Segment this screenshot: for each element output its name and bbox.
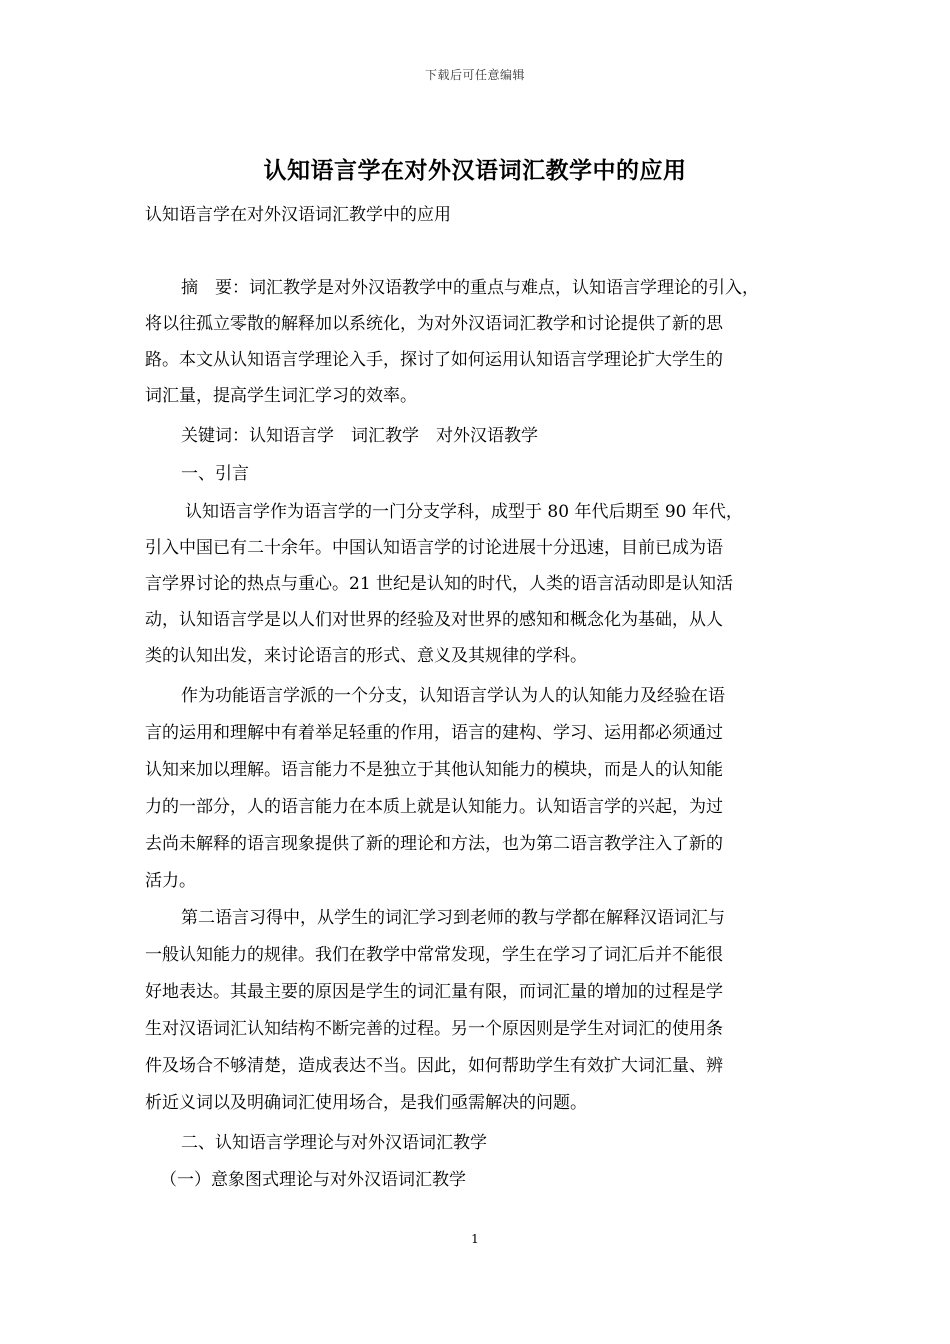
paragraph-line: 认知语言学作为语言学的一门分支学科，成型于 80 年代后期至 90 年代， [185, 502, 743, 522]
keywords-line: 关键词：认知语言学 词汇教学 对外汉语教学 [181, 426, 538, 446]
subsection-heading-image-schema: （一）意象图式理论与对外汉语词汇教学 [160, 1170, 466, 1190]
paragraph-line: 引入中国已有二十余年。中国认知语言学的讨论进展十分迅速，目前已成为语 [145, 538, 723, 558]
paragraph-line: 言的运用和理解中有着举足轻重的作用，语言的建构、学习、运用都必须通过 [145, 723, 723, 743]
paragraph-line: 活力。 [145, 871, 196, 891]
section-heading-theory: 二、认知语言学理论与对外汉语词汇教学 [181, 1133, 487, 1153]
paragraph-line: 一般认知能力的规律。我们在教学中常常发现，学生在学习了词汇后并不能很 [145, 945, 723, 965]
document-title: 认知语言学在对外汉语词汇教学中的应用 [263, 157, 687, 184]
paragraph-line: 第二语言习得中，从学生的词汇学习到老师的教与学都在解释汉语词汇与 [181, 908, 725, 928]
abstract-line: 路。本文从认知语言学理论入手，探讨了如何运用认知语言学理论扩大学生的 [145, 350, 723, 370]
paragraph-line: 析近义词以及明确词汇使用场合，是我们亟需解决的问题。 [145, 1093, 587, 1113]
paragraph-line: 力的一部分，人的语言能力在本质上就是认知能力。认知语言学的兴起，为过 [145, 797, 723, 817]
paragraph-line: 好地表达。其最主要的原因是学生的词汇量有限，而词汇量的增加的过程是学 [145, 982, 723, 1002]
page-number: 1 [471, 1232, 479, 1246]
paragraph-line: 生对汉语词汇认知结构不断完善的过程。另一个原因则是学生对词汇的使用条 [145, 1019, 723, 1039]
section-heading-introduction: 一、引言 [181, 464, 249, 484]
document-subtitle: 认知语言学在对外汉语词汇教学中的应用 [145, 205, 451, 225]
paragraph-line: 言学界讨论的热点与重心。21 世纪是认知的时代，人类的语言活动即是认知活 [145, 574, 734, 594]
paragraph-line: 类的认知出发，来讨论语言的形式、意义及其规律的学科。 [145, 646, 587, 666]
paragraph-line: 认知来加以理解。语言能力不是独立于其他认知能力的模块，而是人的认知能 [145, 760, 723, 780]
paragraph-line: 作为功能语言学派的一个分支，认知语言学认为人的认知能力及经验在语 [181, 686, 725, 706]
paragraph-line: 去尚未解释的语言现象提供了新的理论和方法，也为第二语言教学注入了新的 [145, 834, 723, 854]
paragraph-line: 动，认知语言学是以人们对世界的经验及对世界的感知和概念化为基础，从人 [145, 610, 723, 630]
abstract-line: 词汇量，提高学生词汇学习的效率。 [145, 386, 417, 406]
abstract-line: 将以往孤立零散的解释加以系统化，为对外汉语词汇教学和讨论提供了新的思 [145, 314, 723, 334]
abstract-line: 摘 要：词汇教学是对外汉语教学中的重点与难点，认知语言学理论的引入， [181, 278, 759, 298]
paragraph-line: 件及场合不够清楚，造成表达不当。因此，如何帮助学生有效扩大词汇量、辨 [145, 1056, 723, 1076]
header-note: 下载后可任意编辑 [424, 68, 525, 82]
